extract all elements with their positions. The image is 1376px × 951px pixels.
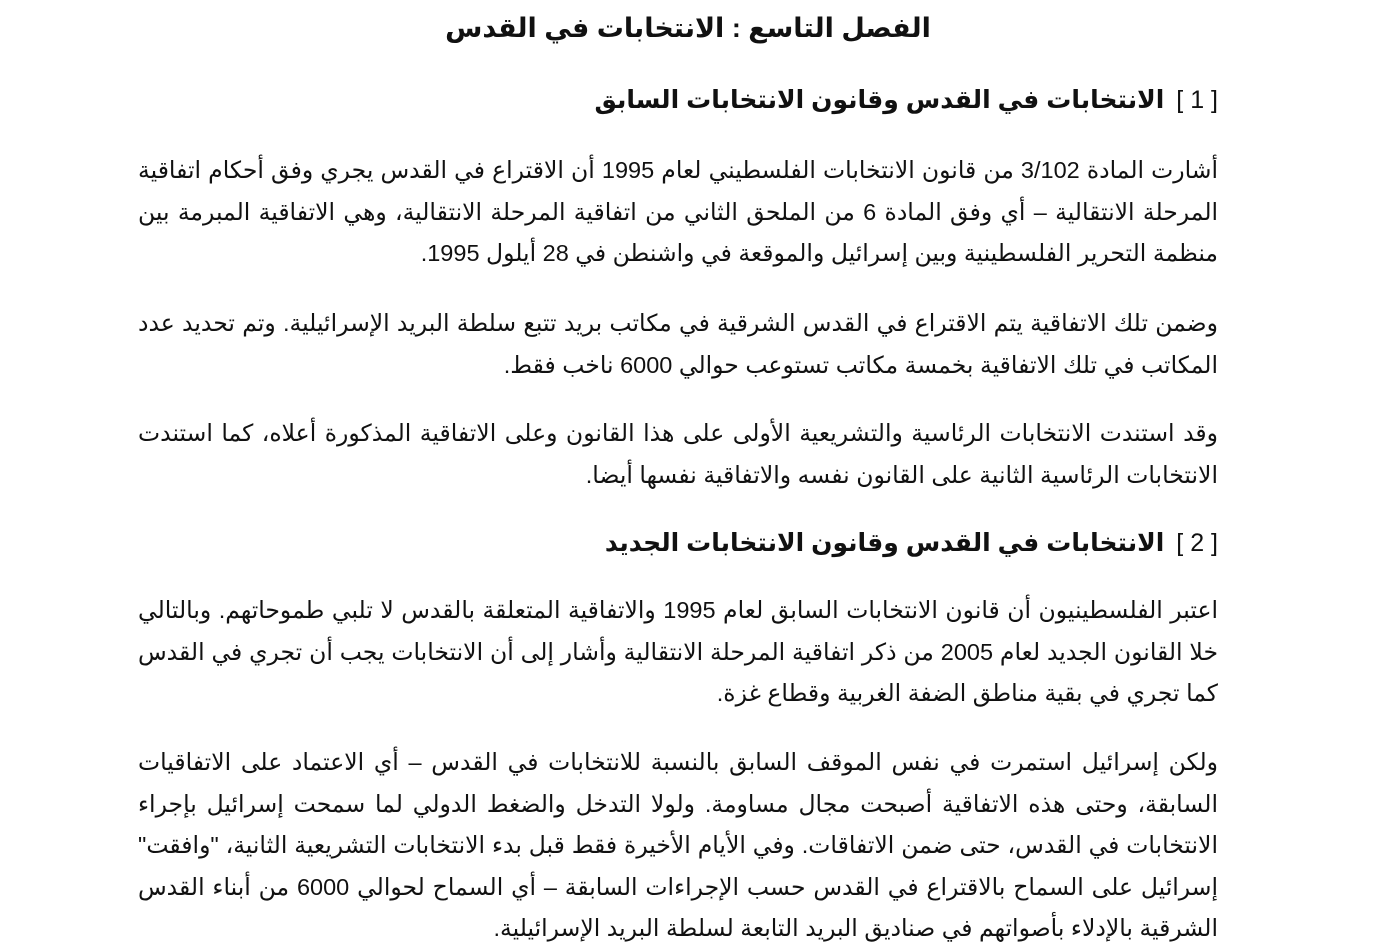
section-2-header	[138, 525, 1218, 561]
paragraph: وقد استندت الانتخابات الرئاسية والتشريعية الأولى على هذا القانون وعلى الاتفاقية المذكورة أعلاه، كما استندت الانتخابات الرئاسية الثانية على القانون نفسه والاتفاقية نفسها أيضا.	[138, 420, 1218, 488]
paragraph: اعتبر الفلسطينيون أن قانون الانتخابات السابق لعام 1995 والاتفاقية المتعلقة بالقدس لا تلبي طموحاتهم. وبالتالي خلا القانون الجديد لعام 2005 من ذكر اتفاقية المرحلة الانتقالية وأشار إلى أن الانتخابات يجب أن تجري في القدس كما تجري في بقية مناطق الضفة الغربية وقطاع غزة.	[138, 597, 1218, 706]
section-heading	[138, 82, 1218, 118]
paragraph: ولكن إسرائيل استمرت في نفس الموقف السابق بالنسبة للانتخابات في القدس – أي الاعتماد على الاتفاقيات السابقة، وحتى هذه الاتفاقية أصبحت مجال مساومة. ولولا التدخل والضغط الدولي لما سمحت إسرائيل بإجراء الانتخابات في القدس، حتى ضمن الاتفاقات. وفي الأيام الأخيرة فقط قبل بدء الانتخابات التشريعية الثانية، "وافقت" إسرائيل على السماح بالاقتراع في القدس حسب الإجراءات السابقة – أي السماح لحوالي 6000 من أبناء القدس الشرقية بالإدلاء بأصواتهم في صناديق البريد التابعة لسلطة البريد الإسرائيلية.	[138, 749, 1218, 941]
section-1-header	[138, 82, 1218, 118]
paragraph: وضمن تلك الاتفاقية يتم الاقتراع في القدس الشرقية في مكاتب بريد تتبع سلطة البريد الإسرائيلية. وتم تحديد عدد المكاتب في تلك الاتفاقية بخمسة مكاتب تستوعب حوالي 6000 ناخب فقط.	[138, 310, 1218, 378]
chapter-title: الفصل التاسع : الانتخابات في القدس	[445, 13, 931, 43]
section-heading-text: الانتخابات في القدس وقانون الانتخابات الجديد	[604, 529, 1165, 557]
section-heading-text: الانتخابات في القدس وقانون الانتخابات السابق	[594, 86, 1165, 114]
section-number: [ 2 ]	[1176, 529, 1218, 557]
paragraph: أشارت المادة 3/102 من قانون الانتخابات الفلسطيني لعام 1995 أن الاقتراع في القدس يجري وفق أحكام اتفاقية المرحلة الانتقالية – أي وفق المادة 6 من الملحق الثاني من اتفاقية المرحلة الانتقالية، وهي الاتفاقية المبرمة بين منظمة التحرير الفلسطينية وبين إسرائيل والموقعة في واشنطن في 28 أيلول 1995.	[138, 157, 1219, 266]
section-heading	[138, 525, 1218, 561]
section-number: [ 1 ]	[1176, 86, 1218, 114]
